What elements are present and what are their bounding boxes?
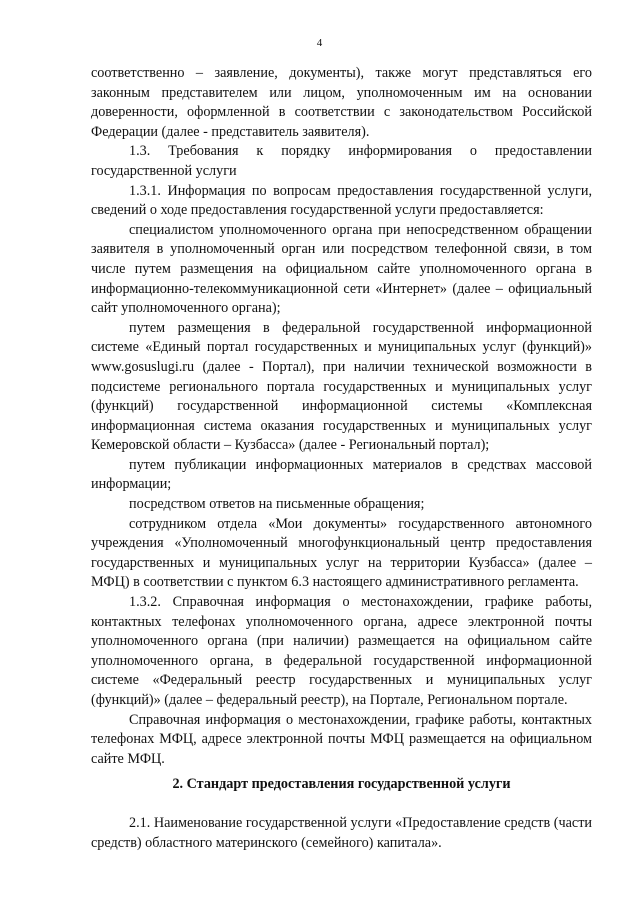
paragraph-1-3-2-reference: 1.3.2. Справочная информация о местонахождении, графике работы, контактных телефонах уполномоченного органа, адресе электронной почты уполномоченного органа (при наличии) размещается на официальном сайте уполномоченного органа, в федеральной государственной информационной системе «Федеральный реестр государственных и муниципальных услуг (функций)» (далее – федеральный реестр), на Портале, Региональном портале. <box>91 594 592 708</box>
paragraph-mfc-employee: сотрудником отдела «Мои документы» государственного автономного учреждения «Уполномоченный многофункциональный центр предоставления государственных и муниципальных услуг на территории Кузбасса» (далее – МФЦ) в соответствии с пунктом 6.3 настоящего административного регламента. <box>91 515 592 591</box>
paragraph-1-3-requirements: 1.3. Требования к порядку информирования о предоставлении государственной услуги <box>91 143 592 179</box>
paragraph-specialist: специалистом уполномоченного органа при непосредственном обращении заявителя в уполномоченный орган или посредством телефонной связи, в том числе путем размещения на официальном сайте уполномоченного органа в информационно-телекоммуникационной сети «Интернет» (далее – официальный сайт уполномоченного органа); <box>91 221 592 317</box>
paragraph-representative: соответственно – заявление, документы), также могут представляться его законным представителем или лицом, уполномоченным им на основании доверенности, оформленной в соответствии с законодательством Российской Федерации (далее - представитель заявителя). <box>91 65 592 140</box>
paragraph-mass-media: путем публикации информационных материалов в средствах массовой информации; <box>91 456 592 493</box>
section-2-body <box>91 814 592 853</box>
document-body <box>91 64 592 769</box>
paragraph-written-appeals: посредством ответов на письменные обращения; <box>129 496 425 513</box>
paragraph-portal: путем размещения в федеральной государственной информационной системе «Единый портал государственных и муниципальных услуг (функций)» www.gosuslugi.ru (далее - Портал), при наличии технической возможности в подсистеме регионального портала государственных и муниципальных услуг (функций) государственной информационной системы «Комплексная информационная система оказания государственных и муниципальных услуг Кемеровской области – Кузбасса» (далее - Региональный портал); <box>91 319 592 454</box>
paragraph-2-1-service-name: 2.1. Наименование государственной услуги «Предоставление средств (части средств) областного материнского (семейного) капитала». <box>91 815 592 851</box>
page-number: 4 <box>316 37 323 49</box>
section-2-heading: 2. Стандарт предоставления государственной услуги <box>172 776 511 792</box>
paragraph-1-3-1-information: 1.3.1. Информация по вопросам предоставления государственной услуги, сведений о ходе предоставления государственной услуги предоставляется: <box>91 182 592 219</box>
paragraph-mfc-reference: Справочная информация о местонахождении, графике работы, контактных телефонах МФЦ, адресе электронной почты МФЦ размещается на официальном сайте МФЦ. <box>91 711 592 767</box>
